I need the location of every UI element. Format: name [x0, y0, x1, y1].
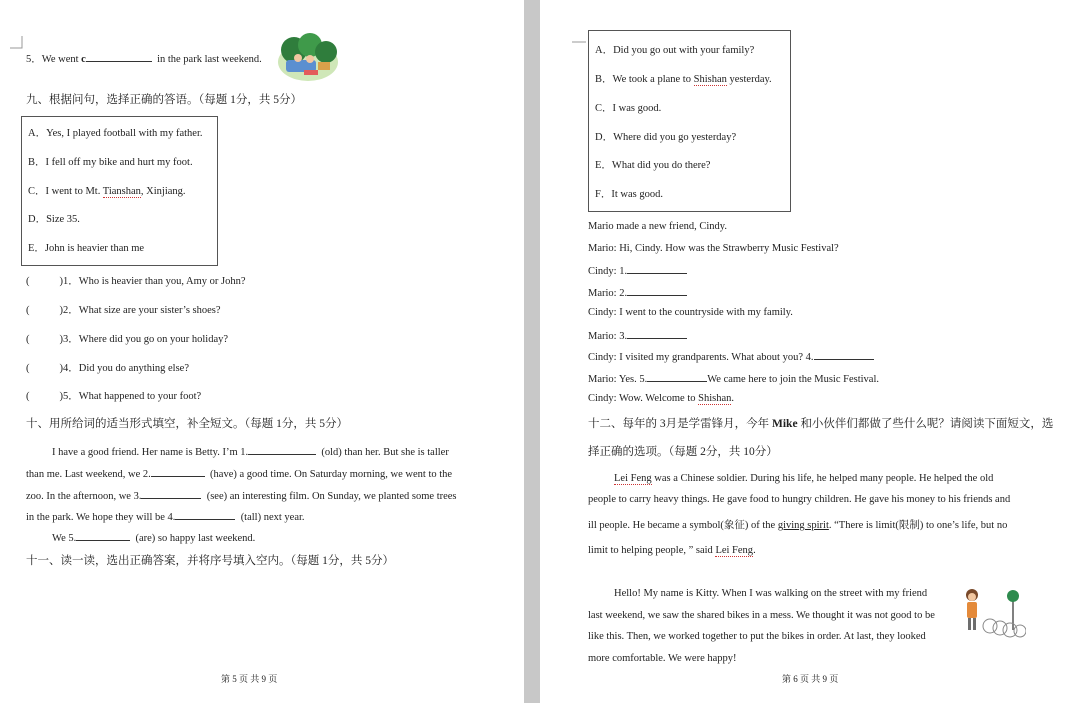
sec9-option-a: A．Yes, I played football with my father.	[28, 128, 203, 139]
passage-kitty-line-4: more comfortable. We were happy!	[588, 653, 737, 664]
crop-mark	[10, 36, 24, 50]
dialog-line-4: Cindy: I went to the countryside with my family.	[588, 307, 793, 318]
q5-line: 5．We went c in the park last weekend.	[26, 51, 262, 66]
option-d: D．Where did you go yesterday?	[595, 132, 737, 143]
sec9-title: 九、根据问句，选择正确的答语。（每题 1分，共 5分）	[26, 94, 302, 106]
option-c: C．I was good.	[595, 103, 662, 114]
option-b: B．We took a plane to Shishan yesterday.	[595, 74, 772, 85]
sec9-option-d: D．Size 35.	[28, 214, 80, 225]
sec10-title: 十、用所给词的适当形式填空，补全短文。（每题 1分，共 5分）	[26, 418, 348, 430]
option-a: A．Did you go out with your family?	[595, 45, 755, 56]
sec12-title-1: 十二、每年的 3月是学雷锋月，今年 Mike 和小伙伴们都做了些什么呢？请阅读下面短文，选	[588, 418, 1054, 430]
sec10-line-1: I have a good friend. Her name is Betty. I’m 1. (old) than her. But she is taller	[52, 444, 449, 459]
sec9-question-3: ( )3．Where did you go on your holiday?	[26, 334, 229, 345]
dialog-line-6: Cindy: I visited my grandparents. What about you? 4.	[588, 349, 874, 364]
crop-mark	[572, 30, 588, 44]
options-box	[588, 30, 791, 212]
page-5	[0, 0, 524, 703]
sec10-line-2: than me. Last weekend, we 2. (have) a good time. On Saturday morning, we went to the	[26, 466, 452, 481]
sec9-option-e: E．John is heavier than me	[28, 243, 145, 254]
sec10-line-4: in the park. We hope they will be 4. (tall) next year.	[26, 509, 305, 524]
sec9-question-4: ( )4．Did you do anything else?	[26, 363, 189, 374]
dialog-line-3: Mario: 2.	[588, 285, 687, 300]
passage-leifeng-line-4: limit to helping people, ” said Lei Feng.	[588, 545, 756, 556]
passage-kitty-line-2: last weekend, we saw the shared bikes in a mess. We thought it was not good to be	[588, 610, 935, 621]
page-5-footer: 第 5 页 共 9 页	[221, 674, 278, 684]
sec9-question-1: ( )1．Who is heavier than you, Amy or John?	[26, 276, 246, 287]
page-6	[540, 0, 1080, 703]
dialog-line-2: Cindy: 1.	[588, 263, 687, 278]
dialog-intro: Mario made a new friend, Cindy.	[588, 221, 727, 232]
passage-leifeng-line-1: Lei Feng was a Chinese soldier. During his life, he helped many people. He helped the old	[614, 473, 994, 484]
sec9-question-5: ( )5．What happened to your foot?	[26, 391, 202, 402]
dialog-line-8: Cindy: Wow. Welcome to Shishan.	[588, 393, 734, 404]
sec9-option-b: B．I fell off my bike and hurt my foot.	[28, 157, 193, 168]
sec12-title-2: 择正确的选项。（每题 2分，共 10分）	[588, 446, 778, 458]
option-f: F．It was good.	[595, 189, 663, 200]
dialog-line-7: Mario: Yes. 5. We came here to join the Music Festival.	[588, 371, 879, 386]
sec9-option-c: C．I went to Mt. Tianshan, Xinjiang.	[28, 186, 186, 197]
shared-bikes-illustration	[960, 586, 1026, 642]
dialog-line-1: Mario: Hi, Cindy. How was the Strawberry Music Festival?	[588, 243, 839, 254]
sec9-question-2: ( )2．What size are your sister’s shoes?	[26, 305, 221, 316]
picnic-illustration	[276, 32, 340, 82]
sec10-line-5: We 5. (are) so happy last weekend.	[52, 530, 255, 545]
passage-kitty-line-3: like this. Then, we worked together to put the bikes in order. At last, they looked	[588, 631, 926, 642]
page-6-footer: 第 6 页 共 9 页	[782, 674, 839, 684]
passage-leifeng-line-2: people to carry heavy things. He gave food to hungry children. He gave his money to his friends and	[588, 494, 1011, 505]
dialog-line-5: Mario: 3.	[588, 328, 687, 343]
sec11-title: 十一、读一读，选出正确答案，并将序号填入空内。（每题 1分，共 5分）	[26, 555, 394, 567]
sec10-line-3: zoo. In the afternoon, we 3. (see) an interesting film. On Sunday, we planted some trees	[26, 488, 457, 503]
passage-leifeng-line-3: ill people. He became a symbol(象征) of the giving spirit. “There is limit(限制) to one’s life, but no	[588, 520, 1008, 531]
passage-kitty-line-1: Hello! My name is Kitty. When I was walking on the street with my friend	[614, 588, 928, 599]
option-e: E．What did you do there?	[595, 160, 711, 171]
